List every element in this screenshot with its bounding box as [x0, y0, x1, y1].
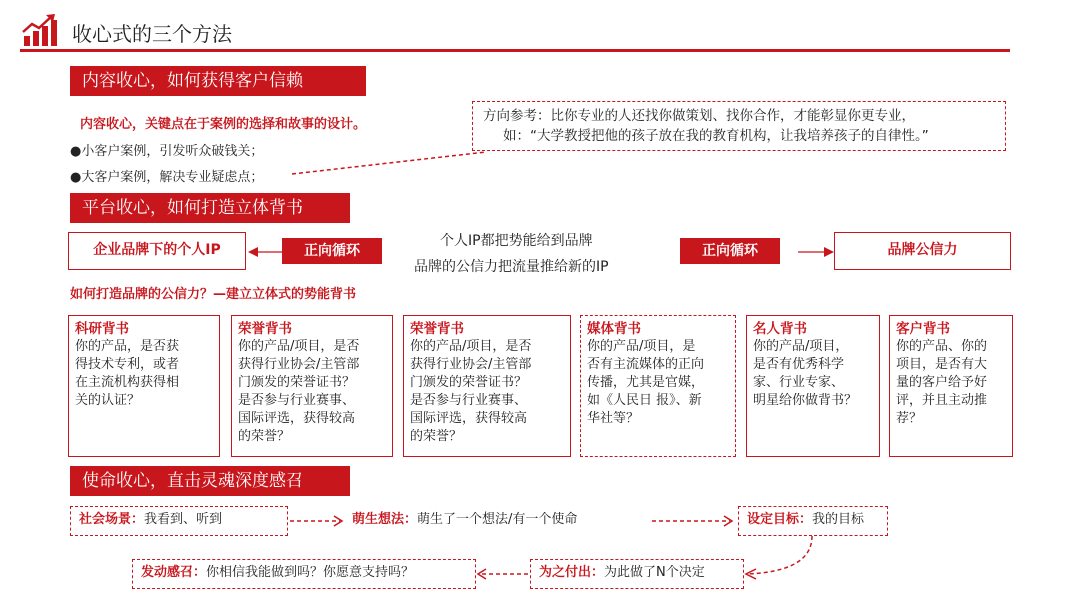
card-customer: [889, 315, 1013, 457]
card-body: 你的产品、你的 项目，是否有大 量的客户给予好 评，并且主动推 荐？: [896, 339, 988, 426]
reference-label: 方向参考：: [483, 108, 551, 124]
step-text: 我看到、听到: [144, 512, 223, 527]
card-body: 你的产品/项目， 是否有优秀科学 家、行业专家、 明星给你做背书？: [753, 339, 858, 408]
card-body: 你的产品/项目，是 否有主流媒体的正向 传播，尤其是官媒， 如《人民日 报》、新 华社等？: [587, 339, 705, 426]
step-text: 为此做了N个决定: [604, 565, 705, 580]
reference-line2: 如：“大学教授把他的孩子放在我的教育机构，让我培养孩子的自律性。”: [503, 128, 929, 144]
step-idea: [352, 507, 577, 533]
step-label: 为之付出：: [539, 565, 605, 580]
section1-subtitle: 内容收心，关键点在于案例的选择和故事的设计。: [80, 117, 367, 132]
card-title: 科研背书: [75, 321, 129, 337]
section1-banner: 内容收心，如何获得客户信赖: [70, 66, 366, 96]
card-title: 客户背书: [896, 321, 950, 337]
section3-banner: 使命收心，直击灵魂深度感召: [70, 466, 350, 496]
card-honor-2: [403, 315, 571, 457]
forward-cycle-left: 正向循环: [282, 238, 382, 264]
step-social-scene: [70, 506, 288, 536]
page-title: 收心式的三个方法: [72, 22, 232, 46]
card-body: 你的产品/项目，是否 获得行业协会/主管部 门颁发的荣誉证书？ 是否参与行业赛事、 国际评选，获得较高 的荣誉？: [238, 339, 360, 444]
card-body: 你的产品，是否获 得技术专利，或者 在主流机构获得相 关的认证？: [75, 339, 180, 408]
cycle-top-text: 个人IP都把势能给到品牌: [440, 233, 593, 249]
reference-connector: [290, 150, 490, 180]
card-research: [68, 315, 220, 457]
step-text: 萌生了一个想法/有一个使命: [417, 512, 578, 527]
card-honor-1: [231, 315, 393, 457]
personal-ip-box: 企业品牌下的个人IP: [68, 232, 246, 270]
card-media: [580, 315, 736, 457]
bullet-big-client: ●大客户案例，解决专业疑虑点；: [70, 170, 264, 185]
chart-growth-icon: [22, 14, 58, 48]
reference-box: [472, 101, 1006, 151]
step-effort: [530, 559, 744, 589]
brand-credibility-box: 品牌公信力: [834, 232, 1011, 270]
section2-banner: 平台收心，如何打造立体背书: [70, 193, 350, 223]
card-title: 荣誉背书: [410, 321, 464, 337]
bullet-small-client: ●小客户案例，引发听众破钱关；: [70, 144, 264, 159]
reference-line1: 比你专业的人还找你做策划、找你合作，才能彰显你更专业，: [550, 108, 915, 124]
step-set-goal: [738, 506, 888, 536]
step-label: 社会场景：: [79, 512, 145, 527]
card-celebrity: [746, 315, 880, 457]
cycle-bottom-text: 品牌的公信力把流量推给新的IP: [414, 259, 609, 275]
credibility-question: 如何打造品牌的公信力？—建立立体式的势能背书: [70, 287, 357, 302]
card-title: 名人背书: [753, 321, 807, 337]
step-inspire: [132, 559, 476, 589]
step-label: 萌生想法：: [352, 512, 418, 527]
step-label: 发动感召：: [141, 565, 207, 580]
forward-cycle-right: 正向循环: [680, 238, 780, 264]
card-body: 你的产品/项目，是否 获得行业协会/主管部 门颁发的荣誉证书？ 是否参与行业赛事、 国际评选，获得较高 的荣誉？: [410, 339, 532, 444]
title-divider: [20, 49, 1010, 52]
step-text: 我的目标: [812, 512, 865, 527]
step-label: 设定目标：: [747, 512, 813, 527]
card-title: 媒体背书: [587, 321, 641, 337]
step-text: 你相信我能做到吗？你愿意支持吗？: [206, 565, 415, 580]
card-title: 荣誉背书: [238, 321, 292, 337]
